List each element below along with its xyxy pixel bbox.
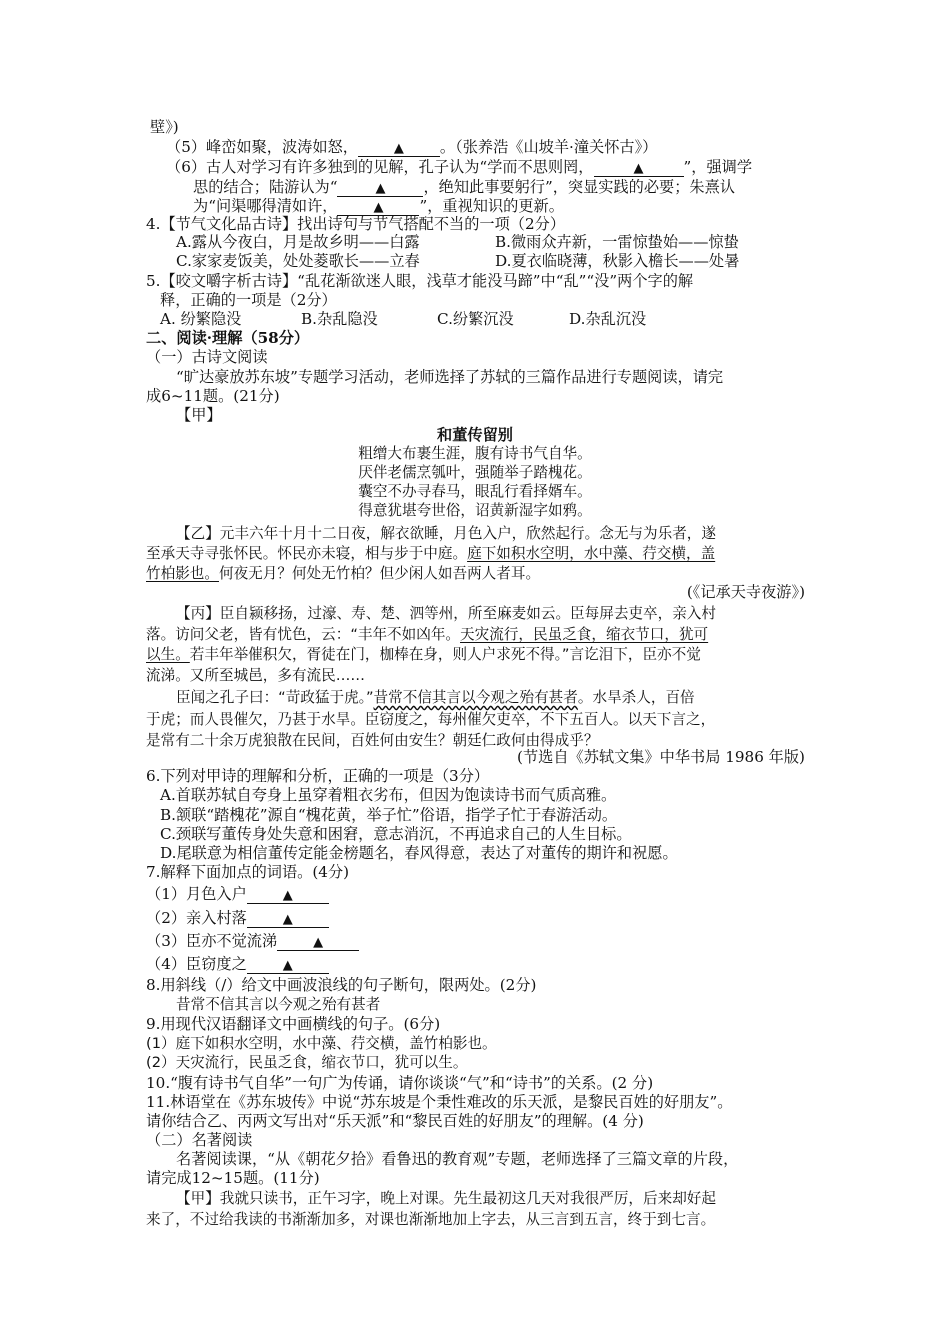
subsection-2-intro-1: 名著阅读课，“从《朝花夕拾》看鲁迅的教育观”专题，老师选择了三篇文章的片段， [176,1150,739,1168]
passage-yi-source: (《记承天寺夜游》) [686,583,805,601]
answer-blank[interactable] [594,159,684,177]
q5-stem-line2: 释，正确的一项是（2分） [160,291,337,309]
passage-bing-line-2: 落。访问父老，皆有忧色，云：“丰年不如凶年。天灾流行，民虽乏食，缩衣节口，犹可 [146,626,709,643]
poem-line-4: 得意犹堪夸世俗，诏黄新湿字如鸦。 [358,502,592,519]
intro-line-2: 成6~11题。(21分) [146,387,280,405]
q7-item-2: （2）亲入村落 ▲ [146,908,329,928]
q5-option-c[interactable]: C.纷繁沉没 [437,310,514,328]
triangle-icon: ▲ [633,161,644,176]
poem-line-3: 囊空不办寻春马，眼乱行看择婿车。 [358,483,592,500]
passage-yi-line-3: 竹柏影也。何夜无月？何处无竹柏？但少闲人如吾两人者耳。 [146,565,541,582]
underlined-sentence: 竹柏影也。 [146,565,219,582]
passage-bing-line-5: 臣闻之孔子曰：“苛政猛于虎。”昔常不信其言以今观之殆有甚者。水旱杀人，百倍 [176,689,695,706]
q5-option-b[interactable]: B.杂乱隐没 [301,310,378,328]
passage-jia2-line-2: 来了，不过给我读的书渐渐加多，对课也渐渐地加上字去，从三言到五言，终于到七言。 [146,1211,716,1228]
underlined-sentence: 以生。 [146,646,190,663]
passage-bing-line-1: 【丙】臣自颍移扬，过濠、寿、楚、泗等州，所至麻麦如云。臣每屏去吏卒，亲入村 [176,605,716,622]
subsection-2-intro-2: 请完成12~15题。(11分) [146,1169,320,1187]
underlined-sentence: 庭下如积水空明，水中藻、荇交横，盖 [467,545,716,562]
triangle-icon: ▲ [373,200,384,215]
answer-blank[interactable] [277,933,359,951]
answer-blank[interactable] [337,179,423,197]
section-2-title: 二、阅读·理解（58分） [146,329,310,347]
passage-bing-line-4: 流涕。又所至城邑，多有流民…… [146,667,365,684]
q5-stem: 5.【咬文嚼字析古诗】“乱花渐欲迷人眼，浅草才能没马蹄”中“乱”“没”两个字的解 [146,272,694,290]
q6-option-b[interactable]: B.颔联“踏槐花”源自“槐花黄，举子忙”俗语，指学子忙于春游活动。 [160,806,618,824]
q6-stem: 6.下列对甲诗的理解和分析，正确的一项是（3分） [146,767,490,785]
q3-item-6-line3: 为“问渠哪得清如许， ▲ ”，重视知识的更新。 [193,197,564,215]
underlined-sentence: 天灾流行，民虽乏食，缩衣节口，犹可 [460,626,709,643]
passage-bing-source: (节选自《苏轼文集》中华书局 1986 年版) [517,748,805,766]
q4-option-b[interactable]: B.微雨众卉新，一雷惊蛰始——惊蛰 [495,233,739,251]
triangle-icon: ▲ [282,958,293,973]
wavy-underlined-sentence: 昔常不信其言以今观之殆有甚者 [373,689,578,706]
q4-stem: 4.【节气文化品古诗】找出诗句与节气搭配不当的一项（2分） [146,215,566,233]
q3-item-6-line2: 思的结合；陆游认为“ ▲ ，绝知此事要躬行”，突显实践的必要；朱熹认 [193,178,735,196]
triangle-icon: ▲ [313,935,324,950]
passage-jia2-line-1: 【甲】我就只读书，正午习字，晚上对课。先生最初这几天对我很严厉，后来却好起 [176,1190,716,1207]
answer-blank[interactable] [247,956,329,974]
triangle-icon: ▲ [375,181,386,196]
q3-item-5: （5）峰峦如聚，波涛如怒， ▲ 。（张养浩《山坡羊·潼关怀古》） [166,138,658,156]
answer-blank[interactable] [247,886,329,904]
q5-option-a[interactable]: A. 纷繁隐没 [160,310,242,328]
q7-item-1: （1）月色入户 ▲ [146,884,329,904]
prev-page-continuation: 壁》) [150,118,179,136]
poem-line-1: 粗缯大布裹生涯，腹有诗书气自华。 [358,445,592,462]
q11-stem-line2: 请你结合乙、丙两文写出对“乐天派”和“黎民百姓的好朋友”的理解。(4 分) [146,1112,644,1130]
q7-stem: 7.解释下面加点的词语。(4分) [146,863,350,881]
q11-stem: 11.林语堂在《苏东坡传》中说“苏东坡是个秉性难改的乐天派，是黎民百姓的好朋友”。 [146,1093,733,1111]
q7-item-4: （4）臣窃度之 ▲ [146,954,329,974]
q4-option-d[interactable]: D.夏衣临晓薄，秋影入檐长——处暑 [495,252,740,270]
passage-bing-line-7: 是常有二十余万虎狼散在民间，百姓何由安生？朝廷仁政何由得成乎？ [146,732,599,749]
subsection-2-title: （二）名著阅读 [146,1131,253,1149]
passage-bing-line-6: 于虎；而人畏催欠，乃甚于水旱。臣窃度之，每州催欠吏卒，不下五百人。以天下言之， [146,711,716,728]
q9-stem: 9.用现代汉语翻译文中画横线的句子。(6分) [146,1015,441,1033]
q6-option-a[interactable]: A.首联苏轼自夸身上虽穿着粗衣劣布，但因为饱读诗书而气质高雅。 [160,786,617,804]
q8-stem: 8.用斜线（/）给文中画波浪线的句子断句，限两处。(2分) [146,976,537,994]
triangle-icon: ▲ [393,141,404,156]
poem-line-2: 厌伴老儒烹瓠叶，强随举子踏槐花。 [358,464,592,481]
q10-stem: 10.“腹有诗书气自华”一句广为传诵，请你谈谈“气”和“诗书”的关系。(2 分) [146,1074,654,1092]
q7-item-3: （3）臣亦不觉流涕 ▲ [146,931,359,951]
q4-option-a[interactable]: A.露从今夜白，月是故乡明——白露 [176,233,420,251]
q9-sentence-2: (2）天灾流行，民虽乏食，缩衣节口，犹可以生。 [146,1054,468,1071]
triangle-icon: ▲ [282,888,293,903]
subsection-1-title: （一）古诗文阅读 [146,348,268,366]
q5-option-d[interactable]: D.杂乱沉没 [569,310,647,328]
passage-bing-line-3: 以生。若丰年举催积欠，胥徒在门，枷棒在身，则人户求死不得。”言讫泪下，臣亦不觉 [146,646,701,663]
poem-title: 和董传留别 [437,426,513,444]
intro-line-1: “旷达豪放苏东坡”专题学习活动，老师选择了苏轼的三篇作品进行专题阅读，请完 [176,368,724,386]
answer-blank[interactable] [247,910,329,928]
triangle-icon: ▲ [282,912,293,927]
passage-yi-line-1: 【乙】元丰六年十月十二日夜，解衣欲睡，月色入户，欣然起行。念无与为乐者，遂 [176,525,716,542]
passage-yi-line-2: 至承天寺寻张怀民。怀民亦未寝，相与步于中庭。庭下如积水空明，水中藻、荇交横，盖 [146,545,716,562]
q8-sentence: 昔常不信其言以今观之殆有甚者 [176,996,381,1013]
q3-item-6: （6）古人对学习有许多独到的见解，孔子认为“学而不思则罔， ▲ ”，强调学 [166,158,753,176]
q6-option-d[interactable]: D.尾联意为相信董传定能金榜题名，春风得意，表达了对董传的期许和祝愿。 [160,844,678,862]
q9-sentence-1: (1）庭下如积水空明，水中藻、荇交横，盖竹柏影也。 [146,1035,497,1052]
answer-blank[interactable] [358,139,440,157]
passage-jia-label: 【甲】 [176,406,222,424]
q4-option-c[interactable]: C.家家麦饭美，处处菱歌长——立春 [176,252,420,270]
q6-option-c[interactable]: C.颈联写董传身处失意和困窘，意志消沉，不再追求自己的人生目标。 [160,825,632,843]
